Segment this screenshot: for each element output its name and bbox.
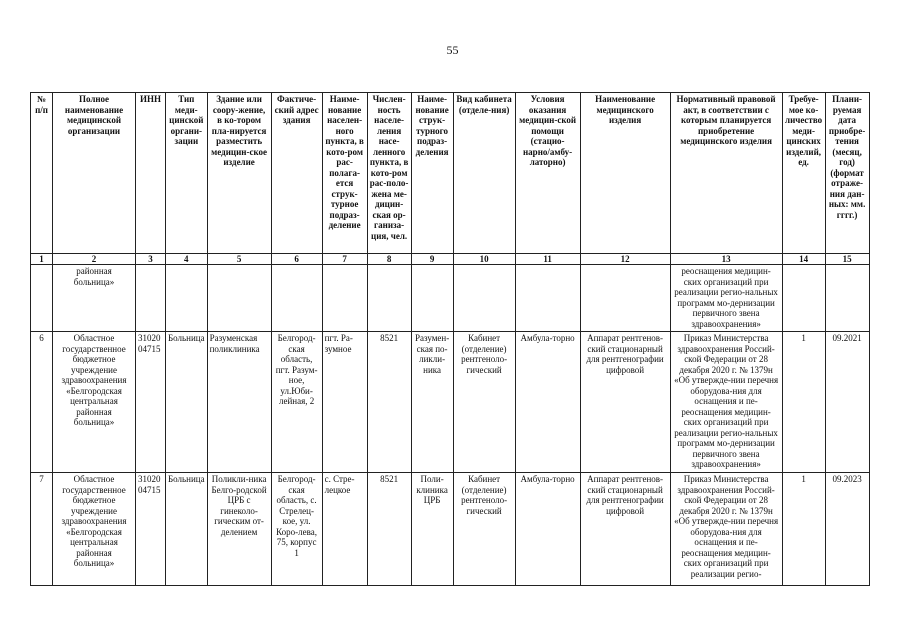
address-cell: Белгород-ская область, пгт. Разум-ное, ул.Юби-лейная, 2 <box>271 332 322 473</box>
header-cell: Наиме-нование струк-турного подраз-деления <box>411 93 453 254</box>
quantity-cell: 1 <box>782 332 825 473</box>
table-row <box>31 332 870 473</box>
column-number: 11 <box>515 254 580 265</box>
population-cell <box>367 265 411 332</box>
settlement-cell: с. Стре-лецкое <box>322 473 367 586</box>
conditions-cell: Амбула-торно <box>515 473 580 586</box>
cabinet-cell <box>453 265 515 332</box>
legal-act-cell: Приказ Министерства здравоохранения Россий-ской Федерации от 28 декабря 2020 г. № 1379н «Об утвержде-нии перечня оборудова-ния для оснащения и пе-реоснащения медицин-ских организаций при реализации регио- <box>670 473 782 586</box>
column-number: 12 <box>580 254 670 265</box>
row-number: 7 <box>31 473 53 586</box>
row-number: 6 <box>31 332 53 473</box>
column-number: 13 <box>670 254 782 265</box>
header-cell: Тип меди-цинской органи-зации <box>166 93 208 254</box>
inn-cell <box>136 265 166 332</box>
building-cell <box>207 265 271 332</box>
header-cell: № п/п <box>31 93 53 254</box>
header-row <box>31 93 870 254</box>
device-cell: Аппарат рентгенов-ский стационарный для рентгенографии цифровой <box>580 332 670 473</box>
header-cell: Нормативный правовой акт, в соответствии с которым планируется приобретение медицинского изделия <box>670 93 782 254</box>
header-cell: Наиме-нование населен-ного пункта, в кото-ром рас-полага-ется струк-турное подраз-деление <box>322 93 367 254</box>
population-cell: 8521 <box>367 332 411 473</box>
header-cell: Полное наименование медицинской организации <box>53 93 136 254</box>
device-cell <box>580 265 670 332</box>
column-number: 4 <box>166 254 208 265</box>
cabinet-cell: Кабинет (отделение) рентгеноло-гический <box>453 332 515 473</box>
conditions-cell: Амбула-торно <box>515 332 580 473</box>
header-cell: ИНН <box>136 93 166 254</box>
equipment-table <box>30 92 870 586</box>
settlement-cell <box>322 265 367 332</box>
header-cell: Наименование медицинского изделия <box>580 93 670 254</box>
header-cell: Вид кабинета (отделе-ния) <box>453 93 515 254</box>
device-cell: Аппарат рентгенов-ский стационарный для рентгенографии цифровой <box>580 473 670 586</box>
quantity-cell: 1 <box>782 473 825 586</box>
inn-cell: 31020 04715 <box>136 473 166 586</box>
legal-act-cell: реоснащения медицин-ских организаций при реализации регио-нальных программ мо-дернизации первичного звена здравоохранения» <box>670 265 782 332</box>
header-cell: Плани-руемая дата приобре-тения (месяц, год) (формат отраже-ния дан-ных: мм. гггг.) <box>825 93 869 254</box>
legal-act-cell: Приказ Министерства здравоохранения Россий-ской Федерации от 28 декабря 2020 г. № 1379н «Об утвержде-нии перечня оборудова-ния для оснащения и пе-реоснащения медицин-ских организаций при реализации регио-нальных программ мо-дернизации первичного звена здравоохранения» <box>670 332 782 473</box>
org-name-cell: районная больница» <box>53 265 136 332</box>
column-number: 10 <box>453 254 515 265</box>
column-number: 2 <box>53 254 136 265</box>
date-cell <box>825 265 869 332</box>
building-cell: Разуменская поликлиника <box>207 332 271 473</box>
header-cell: Здание или соору-жение, в ко-тором пла-нируется разместить медицин-ское изделие <box>207 93 271 254</box>
column-number: 6 <box>271 254 322 265</box>
quantity-cell <box>782 265 825 332</box>
header-cell: Условия оказания медицин-ской помощи (стацио-нарно/амбу-латорно) <box>515 93 580 254</box>
population-cell: 8521 <box>367 473 411 586</box>
row-number <box>31 265 53 332</box>
org-name-cell: Областное государственное бюджетное учреждение здравоохранения «Белгородская центральная районная больница» <box>53 332 136 473</box>
address-cell: Белгород-ская область, с. Стрелец-кое, ул. Коро-лева, 75, корпус 1 <box>271 473 322 586</box>
header-cell: Числен-ность населе-ления насе-ленного пункта, в кото-ром рас-поло-жена ме-дицин-ская ор-ганиза-ция, чел. <box>367 93 411 254</box>
column-number: 3 <box>136 254 166 265</box>
unit-cell: Разумен-ская по-ликли-ника <box>411 332 453 473</box>
column-number: 15 <box>825 254 869 265</box>
column-number: 9 <box>411 254 453 265</box>
column-number: 14 <box>782 254 825 265</box>
org-type-cell <box>166 265 208 332</box>
column-number: 8 <box>367 254 411 265</box>
conditions-cell <box>515 265 580 332</box>
org-name-cell: Областное государственное бюджетное учреждение здравоохранения «Белгородская центральная районная больница» <box>53 473 136 586</box>
unit-cell: Поли-клиника ЦРБ <box>411 473 453 586</box>
table-row <box>31 265 870 332</box>
table-row <box>31 473 870 586</box>
org-type-cell: Больница <box>166 473 208 586</box>
header-cell: Фактиче-ский адрес здания <box>271 93 322 254</box>
cabinet-cell: Кабинет (отделение) рентгеноло-гический <box>453 473 515 586</box>
unit-cell <box>411 265 453 332</box>
building-cell: Поликли-ника Белго-родской ЦРБ с гинеколо-гическим от-делением <box>207 473 271 586</box>
date-cell: 09.2021 <box>825 332 869 473</box>
column-number: 1 <box>31 254 53 265</box>
column-number-row <box>31 254 870 265</box>
address-cell <box>271 265 322 332</box>
page-number: 55 <box>446 43 459 57</box>
header-cell: Требуе-мое ко-личество меди-цинских изделий, ед. <box>782 93 825 254</box>
org-type-cell: Больница <box>166 332 208 473</box>
inn-cell: 31020 04715 <box>136 332 166 473</box>
column-number: 7 <box>322 254 367 265</box>
column-number: 5 <box>207 254 271 265</box>
settlement-cell: пгт. Ра-зумное <box>322 332 367 473</box>
date-cell: 09.2023 <box>825 473 869 586</box>
